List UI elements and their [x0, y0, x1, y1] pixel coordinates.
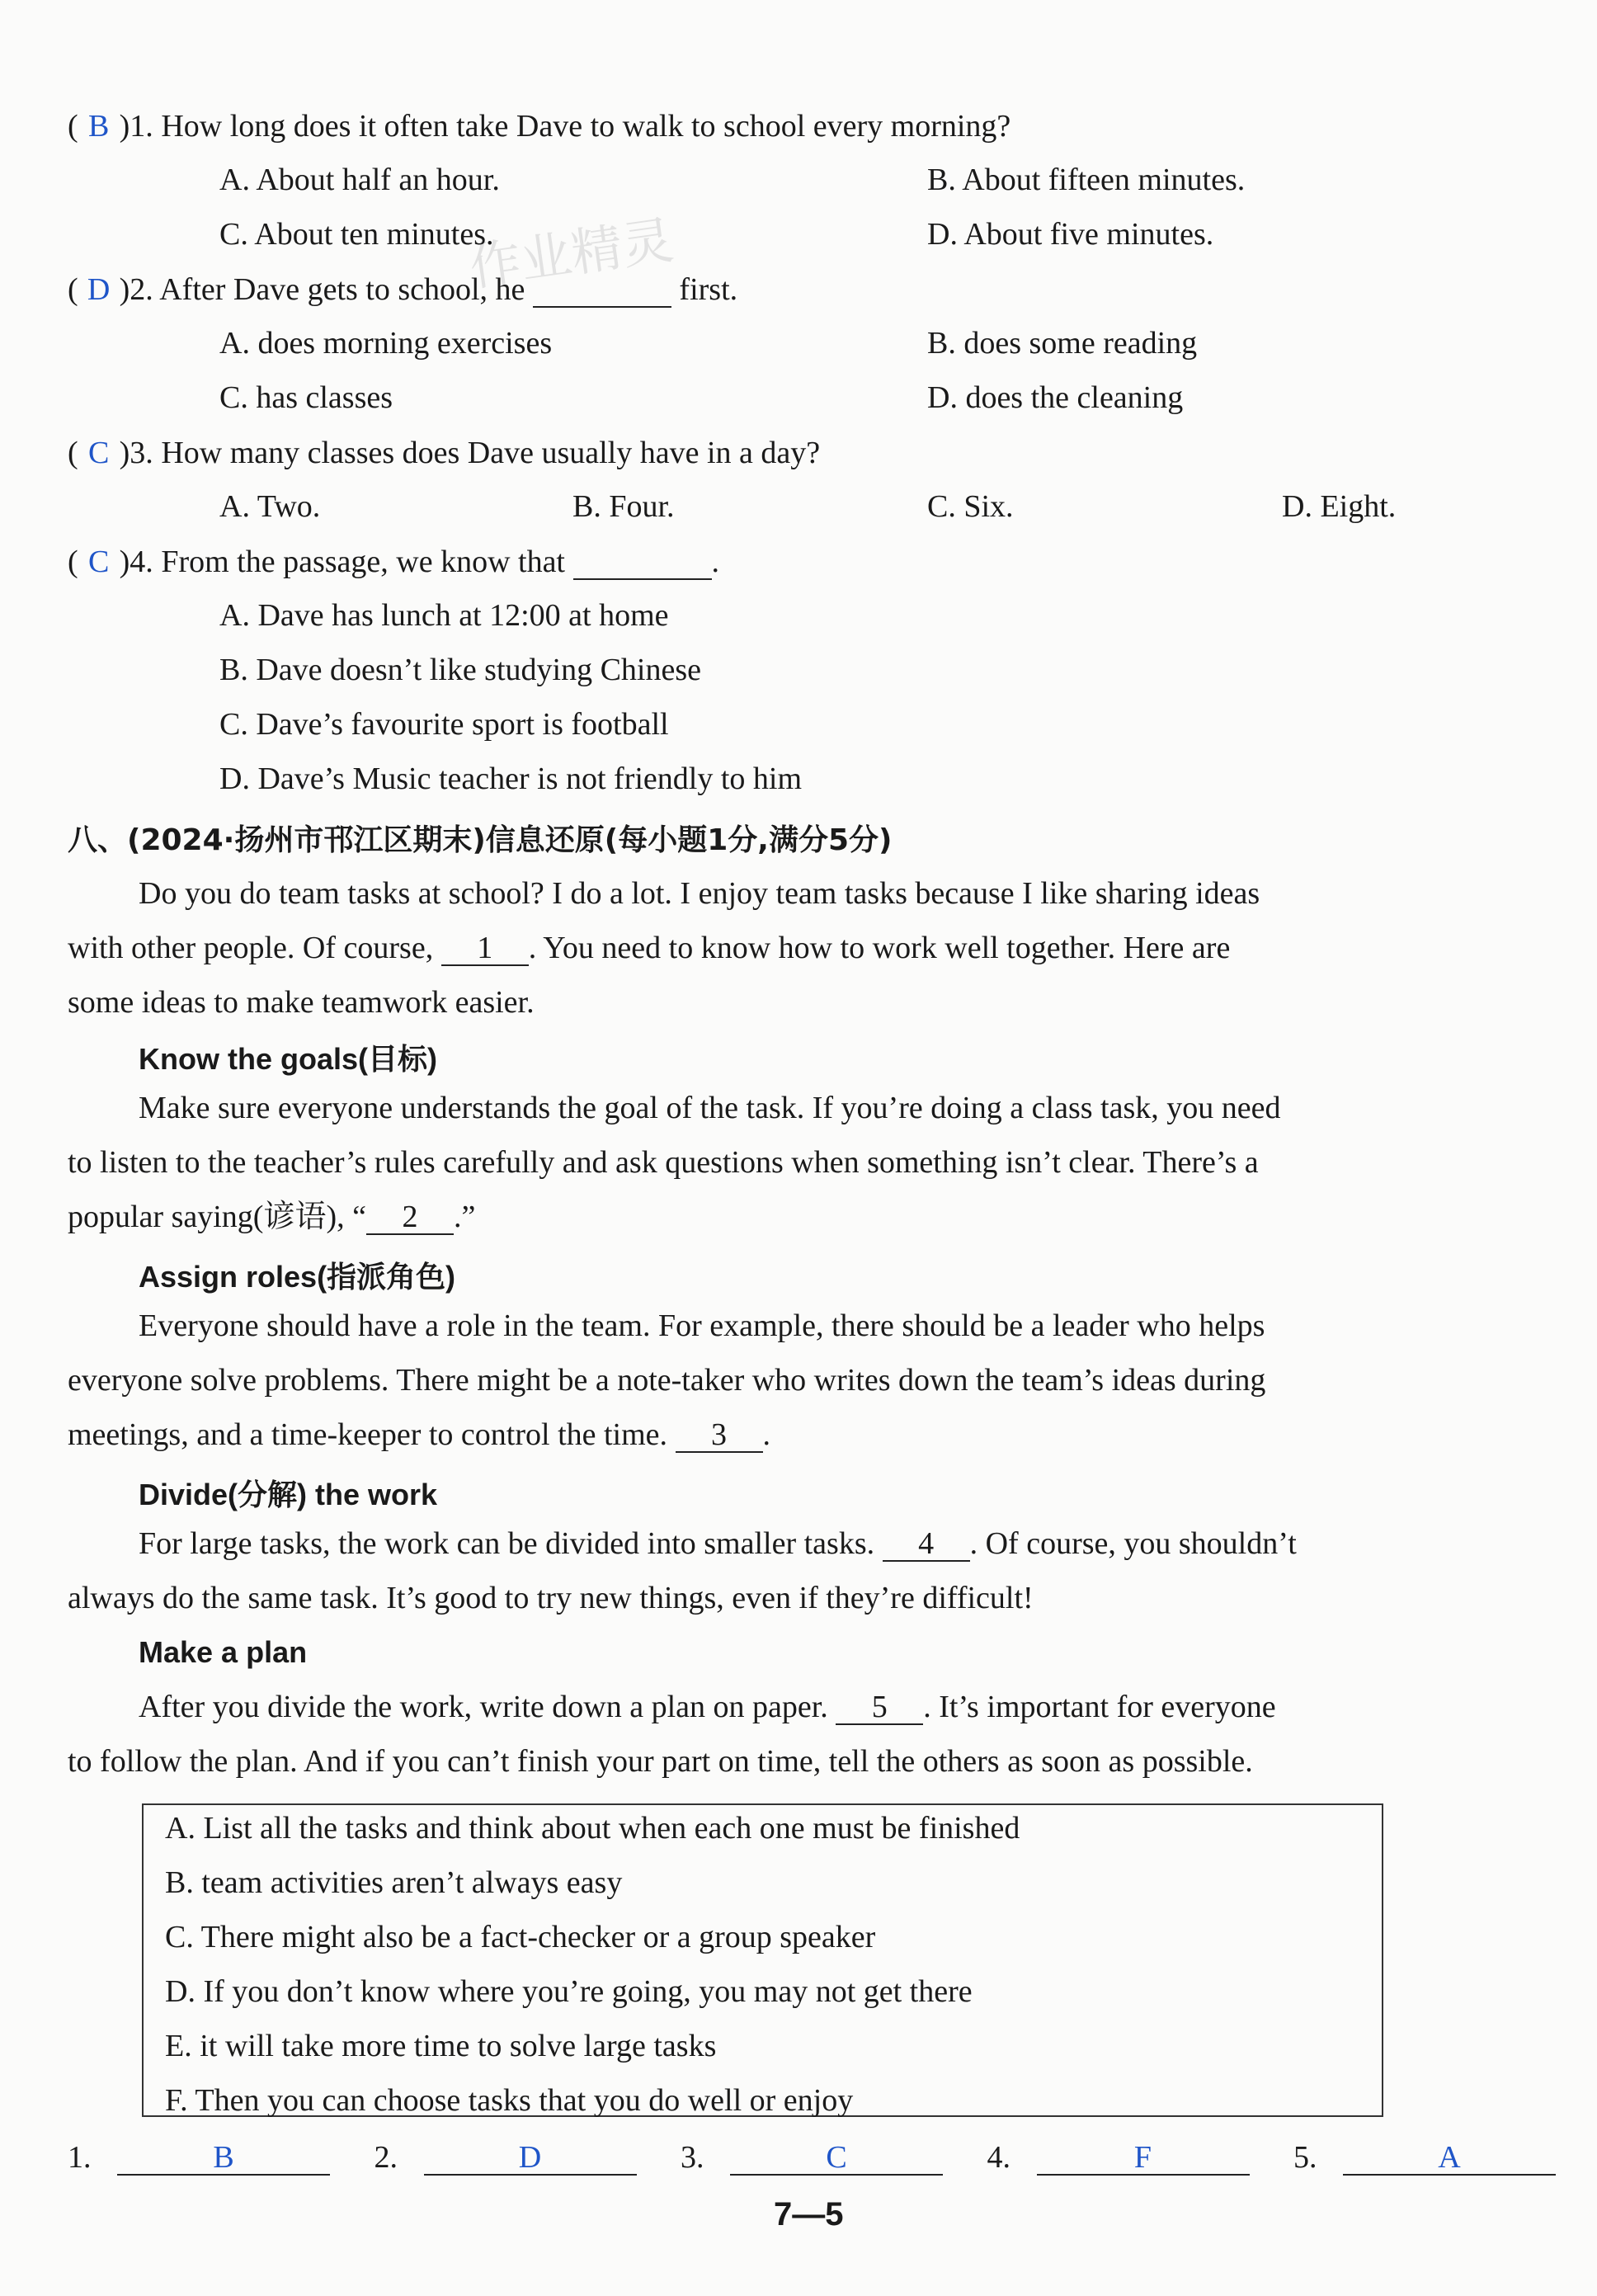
option-a: A. does morning exercises	[219, 326, 553, 361]
answer-row: 1. B 2. D 3. C 4. F 5. A	[68, 2137, 1556, 2178]
option-d: D. Eight.	[1282, 489, 1397, 524]
blank-5: 5	[836, 1690, 923, 1725]
answer-blank	[573, 545, 712, 580]
question-4: ( C )4. From the passage, we know that .	[68, 541, 719, 582]
option-b: B. does some reading	[927, 326, 1198, 361]
blank-1: 1	[441, 931, 529, 966]
option-d: D. About five minutes.	[927, 217, 1214, 252]
subheading-divide: Divide(分解) the work	[139, 1478, 438, 1511]
answer-5: A	[1343, 2141, 1556, 2176]
watermark: 作业精灵	[465, 210, 677, 298]
answer-1: B	[117, 2141, 330, 2176]
option-c: C. Six.	[927, 489, 1014, 524]
choice-f: F. Then you can choose tasks that you do well or enjoy	[165, 2083, 854, 2118]
question-2: ( D )2. After Dave gets to school, he first.	[68, 269, 737, 310]
choice-a: A. List all the tasks and think about when each one must be finished	[165, 1811, 1020, 1846]
choice-e: E. it will take more time to solve large tasks	[165, 2029, 717, 2063]
blank-2: 2	[366, 1200, 454, 1235]
answer-mark: C	[87, 545, 110, 579]
blank-4: 4	[883, 1527, 970, 1562]
subheading-goals: Know the goals(目标)	[139, 1042, 437, 1076]
option-b: B. Dave doesn’t like studying Chinese	[219, 653, 702, 687]
option-d: D. does the cleaning	[927, 380, 1184, 415]
answer-3: C	[730, 2141, 943, 2176]
answer-mark: B	[87, 109, 110, 144]
option-c: C. Dave’s favourite sport is football	[219, 707, 669, 742]
question-1: ( B )1. How long does it often take Dave to walk to school every morning?	[68, 106, 1010, 147]
option-c: C. About ten minutes.	[219, 217, 494, 252]
section-title: 八、(2024·扬州市邗江区期末)信息还原(每小题1分,满分5分)	[68, 823, 893, 857]
answer-mark: D	[87, 272, 111, 307]
choice-b: B. team activities aren’t always easy	[165, 1865, 623, 1900]
option-a: A. Two.	[219, 489, 321, 524]
worksheet-page: 作业精灵 ( B )1. How long does it often take Dave to walk to school every morning? A. About half an hour. B. About fifteen minutes. C. About ten minutes. D. About five minutes. ( D )2. After Dave gets to school, he first. A. does morning exercises B. does some reading C. has classes D. does the cleaning ( C )3. How many classes does Dave usually have in a day? A. Two. B. Four. C. Six. D. Eight. ( C )4. From the passage, we know that . A. Dave has lunch at 12:00 at home B. Dave doesn’t like studying Chinese C. Dave’s favourite sport is football D. Dave’s Music teacher is not friendly to him 八、(2024·扬州市邗江区期末)信息还原(每小题1分,满分5分) Do you do team tasks at school? I do a lot. I enjoy team tasks because I like sharing ideas with other people. Of course, 1 . You need to know how to work well together. Here are some ideas to make teamwork easier. Know the goals(目标) Make sure everyone understands the goal of the task. If you’re doing a class task, you need to listen to the teacher’s rules carefully and ask questions when something isn’t clear. There’s a popular saying(谚语), “ 2 .” Assign roles(指派角色) Everyone should have a role in the team. For example, there should be a leader who helps everyone solve problems. There might be a note-taker who writes down the team’s ideas during meetings, and a time-keeper to control the time. 3 . Divide(分解) the work For large tasks, the work can be divided into smaller tasks. 4 . Of course, you shouldn’t always do the same task. It’s good to try new things, even if they’re difficult! Make a plan After you divide the work, write down a plan on paper. 5 . It’s important for everyone to follow the plan. And if you can’t finish your part on time, tell the others as soon as possible. A. List all the tasks and think about when each one must be finished B. team activities aren’t always easy C. There might also be a fact-checker or a group speaker D. If you don’t know where you’re going, you may not get there E. it will take more time to solve large tasks F. Then you can choose tasks that you do well or enjoy 1. B 2. D 3. C 4. F 5. A 7—5	[0, 0, 1597, 2296]
subheading-plan: Make a plan	[139, 1635, 308, 1669]
question-3: ( C )3. How many classes does Dave usually have in a day?	[68, 432, 820, 474]
option-d: D. Dave’s Music teacher is not friendly to him	[219, 761, 803, 796]
choice-d: D. If you don’t know where you’re going, you may not get there	[165, 1974, 973, 2009]
page-number: 7—5	[774, 2196, 844, 2232]
option-b: B. Four.	[572, 489, 675, 524]
subheading-roles: Assign roles(指派角色)	[139, 1260, 456, 1294]
option-a: A. Dave has lunch at 12:00 at home	[219, 598, 669, 633]
choice-c: C. There might also be a fact-checker or a group speaker	[165, 1920, 876, 1954]
answer-2: D	[424, 2141, 637, 2176]
choices-box	[142, 1803, 1383, 2117]
answer-4: F	[1037, 2141, 1250, 2176]
blank-3: 3	[676, 1418, 763, 1453]
question-text: How long does it often take Dave to walk to school every morning?	[161, 109, 1011, 144]
option-b: B. About fifteen minutes.	[927, 163, 1246, 197]
option-a: A. About half an hour.	[219, 163, 500, 197]
answer-blank	[533, 273, 671, 308]
question-text: How many classes does Dave usually have in a day?	[161, 436, 821, 470]
answer-mark: C	[87, 436, 110, 470]
option-c: C. has classes	[219, 380, 393, 415]
